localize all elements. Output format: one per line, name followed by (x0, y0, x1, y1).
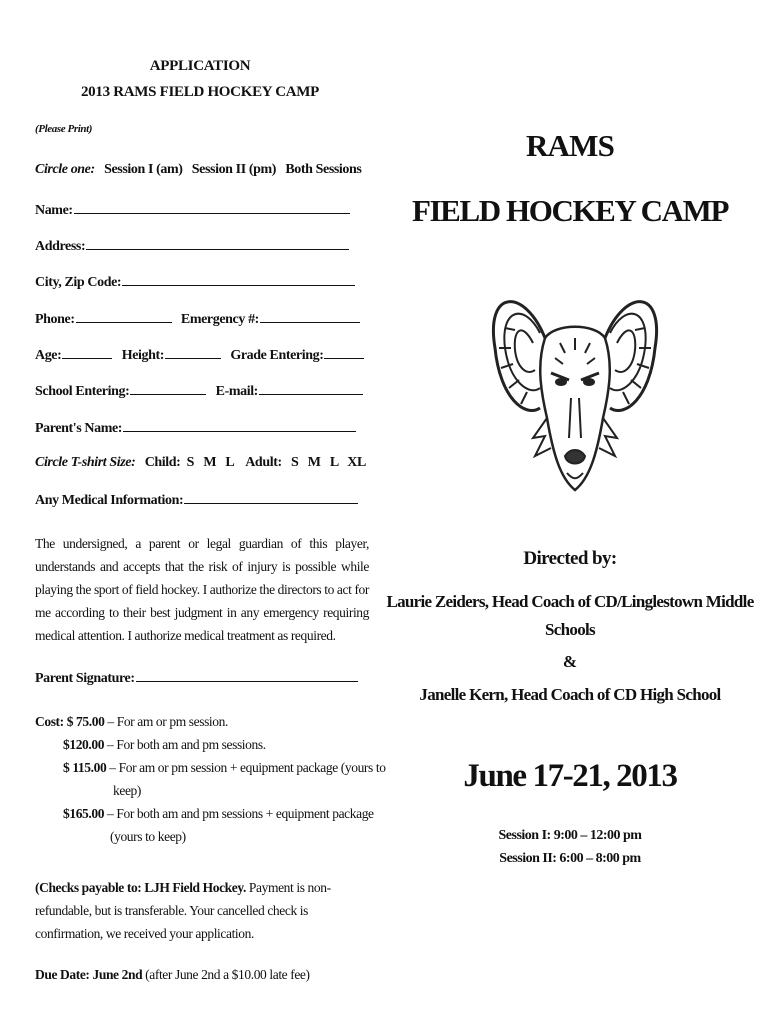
city-zip-line[interactable] (122, 273, 355, 286)
email-line[interactable] (259, 382, 363, 395)
circle-one-label: Circle one: (35, 162, 95, 177)
session-1-time: Session I: 9:00 – 12:00 pm (498, 828, 642, 843)
emergency-line[interactable] (260, 310, 360, 323)
cost-3-desc: – For am or pm session + equipment package (yours to (106, 760, 386, 775)
directed-by: Directed by: (523, 548, 617, 569)
phone-line[interactable] (76, 310, 172, 323)
city-zip-field[interactable] (35, 273, 355, 291)
director-2: Janelle Kern, Head Coach of CD High School (419, 685, 721, 704)
session-options[interactable]: Session I (am) Session II (pm) Both Sessions (104, 162, 362, 177)
signature-label: Parent Signature: (35, 671, 135, 686)
emergency-label: Emergency #: (180, 312, 259, 327)
address-label: Address: (35, 239, 86, 254)
due-date (35, 967, 310, 983)
name-field[interactable] (35, 201, 350, 219)
ampersand: & (562, 652, 578, 671)
camp-dates: June 17-21, 2013 (463, 758, 677, 794)
waiver-paragraph: The undersigned, a parent or legal guardian of this player, understands and accepts that the risk of injury is possible while playing the sport of field hockey. I authorize the directors to act for me according to their best judgment in any emergency requiring medical attention. I authorize medical treatment as required. (35, 536, 369, 643)
due-bold: Due Date: June 2nd (35, 967, 143, 982)
circle-one-row (35, 162, 361, 178)
medical-label: Any Medical Information: (35, 493, 184, 508)
payment-bold: (Checks payable to: LJH Field Hockey. (35, 880, 246, 895)
please-print: (Please Print) (35, 123, 93, 135)
phone-row (35, 310, 360, 328)
signature-line[interactable] (136, 669, 358, 682)
cost-line-3b: keep) (113, 783, 141, 798)
cost-line-2 (63, 737, 266, 753)
age-line[interactable] (62, 346, 112, 359)
cost-line-1 (35, 714, 228, 730)
city-zip-label: City, Zip Code: (35, 275, 122, 290)
cost-line-3 (63, 760, 386, 776)
director-1-line-a: Laurie Zeiders, Head Coach of CD/Linglestown Middle (386, 592, 754, 611)
name-label: Name: (35, 203, 73, 218)
director-1-line-b: Schools (545, 620, 595, 639)
address-line[interactable] (86, 237, 349, 250)
grade-line[interactable] (324, 346, 364, 359)
school-label: School Entering: (35, 384, 130, 399)
session-2-time: Session II: 6:00 – 8:00 pm (499, 851, 641, 866)
phone-label: Phone: (35, 312, 75, 327)
application-heading: APPLICATION (149, 58, 251, 74)
cover-title-camp: FIELD HOCKEY CAMP (411, 193, 729, 228)
cost-line-4 (63, 806, 374, 822)
tshirt-label: Circle T-shirt Size: (35, 455, 136, 470)
cost-2-desc: – For both am and pm sessions. (104, 737, 266, 752)
cost-line-4b: (yours to keep) (110, 829, 186, 844)
cost-4-desc: – For both am and pm sessions + equipment package (104, 806, 374, 821)
cost-4-price: $165.00 (63, 806, 105, 821)
age-row (35, 346, 364, 364)
signature-field[interactable] (35, 669, 358, 687)
medical-field[interactable] (35, 491, 358, 509)
height-line[interactable] (165, 346, 221, 359)
due-rest: (after June 2nd a $10.00 late fee) (142, 967, 310, 982)
parent-name-field[interactable] (35, 419, 356, 437)
tshirt-row (35, 455, 366, 471)
grade-label: Grade Entering: (230, 348, 324, 363)
payment-paragraph (35, 876, 369, 945)
address-field[interactable] (35, 237, 349, 255)
cost-2-price: $120.00 (63, 737, 105, 752)
parent-name-label: Parent's Name: (35, 421, 123, 436)
cost-label: Cost: $ 75.00 (35, 714, 105, 729)
payment-rest: Payment is non-refundable, but is transferable. Your cancelled check is confirmation, we received your application. (35, 880, 331, 941)
school-row (35, 382, 363, 400)
age-label: Age: (35, 348, 62, 363)
school-line[interactable] (130, 382, 206, 395)
medical-line[interactable] (184, 491, 358, 504)
ram-logo-icon (485, 268, 665, 508)
email-label: E-mail: (215, 384, 258, 399)
height-label: Height: (121, 348, 165, 363)
cost-3-price: $ 115.00 (63, 760, 107, 775)
name-line[interactable] (74, 201, 350, 214)
tshirt-options[interactable]: Child: S M L Adult: S M L XL (144, 455, 366, 470)
cost-1-desc: – For am or pm session. (104, 714, 228, 729)
cover-title-rams: RAMS (525, 128, 615, 163)
camp-heading: 2013 RAMS FIELD HOCKEY CAMP (80, 84, 319, 100)
parent-name-line[interactable] (123, 419, 356, 432)
